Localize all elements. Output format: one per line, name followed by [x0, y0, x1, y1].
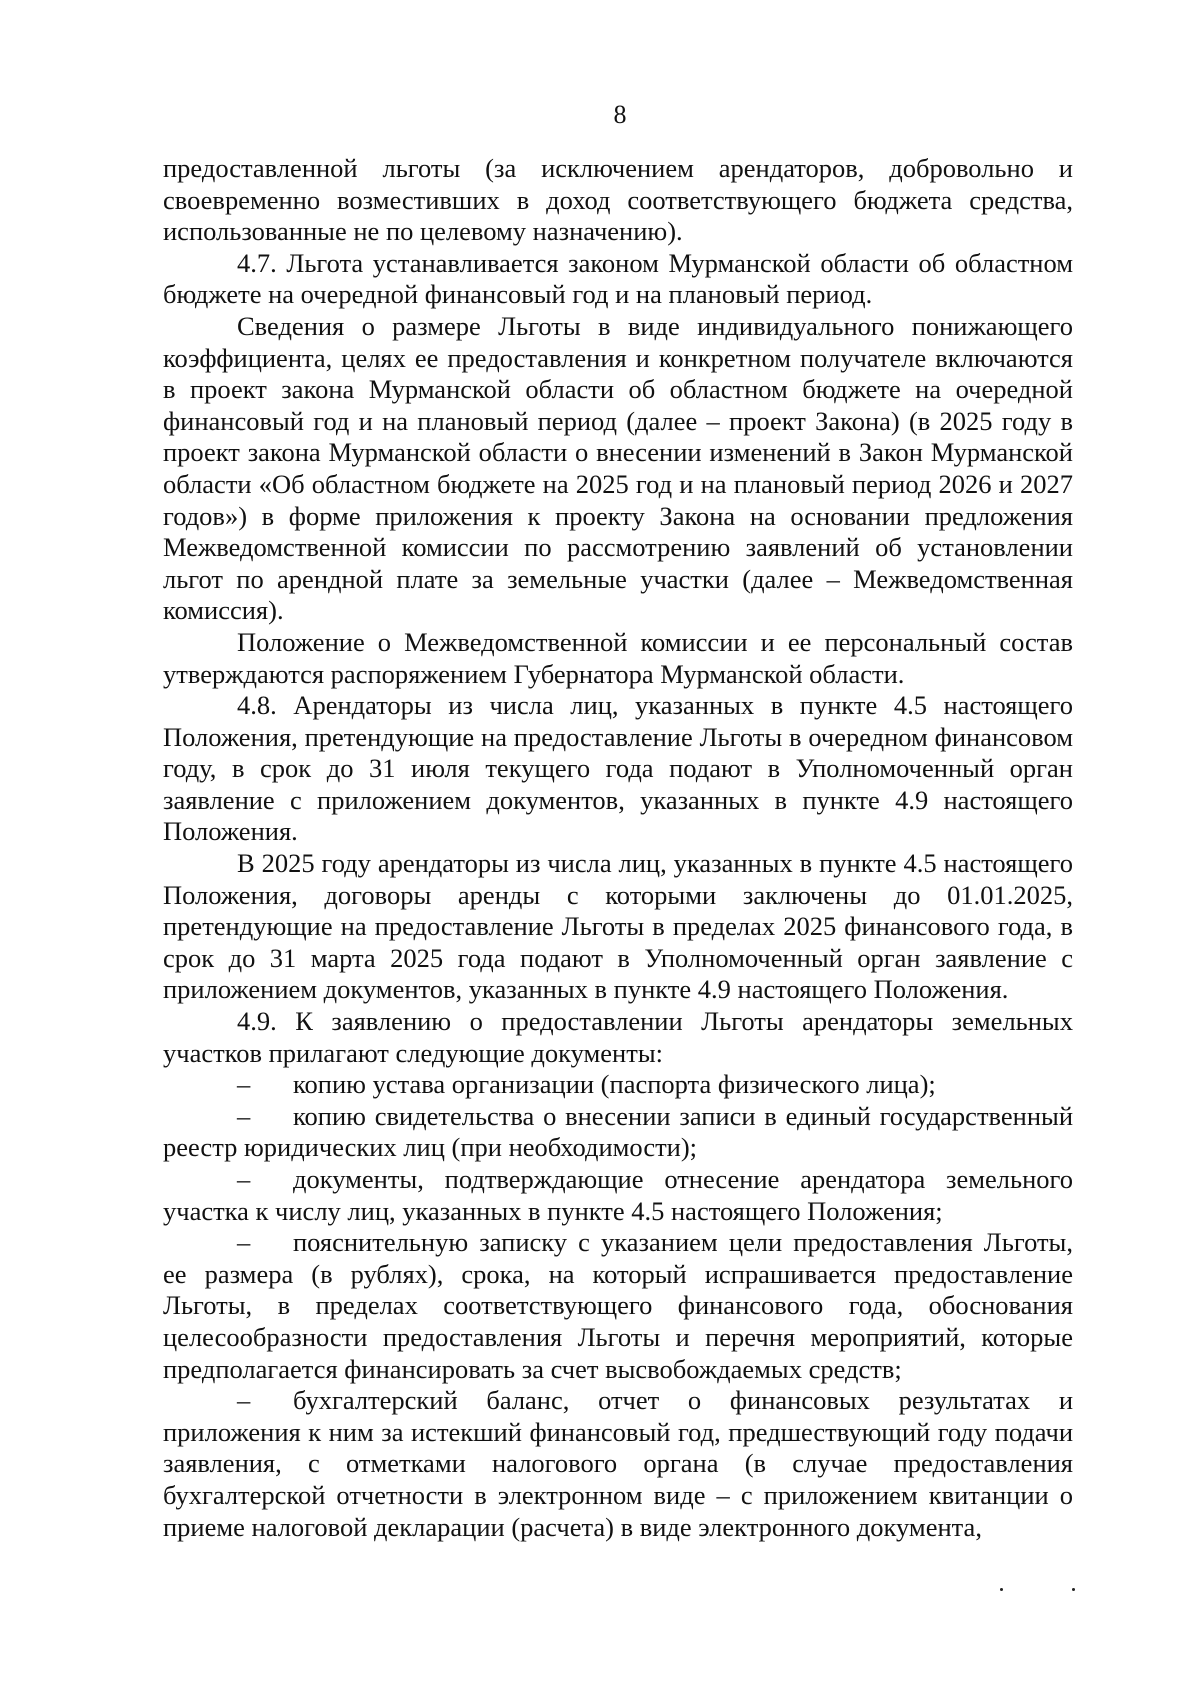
- list-item-text: документы, подтверждающие отнесение арендатора земельного участка к числу лиц, указанных в пункте 4.5 настоящего Положения;: [163, 1164, 1073, 1226]
- list-item-text: копию свидетельства о внесении записи в единый государственный реестр юридических лиц (при необходимости);: [163, 1100, 1073, 1163]
- list-item-eligibility-documents: [163, 1164, 1073, 1227]
- list-item-text: копию устава организации (паспорта физического лица);: [293, 1069, 936, 1100]
- list-item-text: пояснительную записку с указанием цели предоставления Льготы, ее размера (в рублях), срока, на который испрашивается предоставление Льготы, в пределах соответствующего финансового года, обоснования целесообразности предоставления Льготы и перечня мероприятий, которые предполагается финансировать за счет высвобождаемых средств;: [163, 1227, 1073, 1384]
- list-dash: –: [237, 1164, 251, 1194]
- page-number: 8: [613, 100, 627, 129]
- list-dash: –: [237, 1227, 251, 1258]
- list-dash: –: [237, 1100, 251, 1131]
- list-dash: –: [237, 1069, 251, 1100]
- paragraph-continuation: предоставленной льготы (за исключением арендаторов, добровольно и своевременно возместивших в доход соответствующего бюджета средства, использованные не по целевому назначению).: [163, 153, 1073, 247]
- paragraph-4-8: 4.8. Арендаторы из числа лиц, указанных в пункте 4.5 настоящего Положения, претендующие на предоставление Льготы в очередном финансовом году, в срок до 31 июля текущего года подают в Уполномоченный орган заявление с приложением документов, указанных в пункте 4.9 настоящего Положения.: [163, 690, 1073, 847]
- scan-artifact-dots: [1000, 1588, 1080, 1594]
- paragraph-benefit-info: Сведения о размере Льготы в виде индивидуального понижающего коэффициента, целях ее предоставления и конкретном получателе включаются в проект закона Мурманской области об областном бюджете на очередной финансовый год и на плановый период (далее – проект Закона) (в 2025 году в проект закона Мурманской области о внесении изменений в Закон Мурманской области «Об областном бюджете на 2025 год и на плановый период 2026 и 2027 годов») в форме приложения к проекту Закона на основании предложения Межведомственной комиссии по рассмотрению заявлений об установлении льгот по арендной плате за земельные участки (далее – Межведомственная комиссия).: [163, 310, 1073, 626]
- paragraph-4-7: 4.7. Льгота устанавливается законом Мурманской области об областном бюджете на очередной финансовый год и на плановый период.: [163, 247, 1073, 310]
- list-dash: –: [237, 1385, 251, 1416]
- paragraph-2025-applications: В 2025 году арендаторы из числа лиц, указанных в пункте 4.5 настоящего Положения, договоры аренды с которыми заключены до 01.01.2025, претендующие на предоставление Льготы в пределах 2025 финансового года, в срок до 31 марта 2025 года подают в Уполномоченный орган заявление с приложением документов, указанных в пункте 4.9 настоящего Положения.: [163, 848, 1073, 1005]
- list-item-text: бухгалтерский баланс, отчет о финансовых результатах и приложения к ним за истекший финансовый год, предшествующий году подачи заявления, с отметками налогового органа (в случае предоставления бухгалтерской отчетности в электронном виде – с приложением квитанции о приеме налоговой декларации (расчета) в виде электронного документа,: [163, 1385, 1073, 1542]
- document-body: [163, 153, 1073, 1543]
- list-item-registry-certificate: [163, 1101, 1073, 1164]
- list-item-charter: [163, 1069, 1073, 1101]
- paragraph-4-9: 4.9. К заявлению о предоставлении Льготы арендаторы земельных участков прилагают следующие документы:: [163, 1006, 1073, 1068]
- paragraph-commission: Положение о Межведомственной комиссии и ее персональный состав утверждаются распоряжением Губернатора Мурманской области.: [163, 626, 1073, 689]
- list-item-balance-sheet: [163, 1385, 1073, 1543]
- list-item-explanatory-note: [163, 1227, 1073, 1385]
